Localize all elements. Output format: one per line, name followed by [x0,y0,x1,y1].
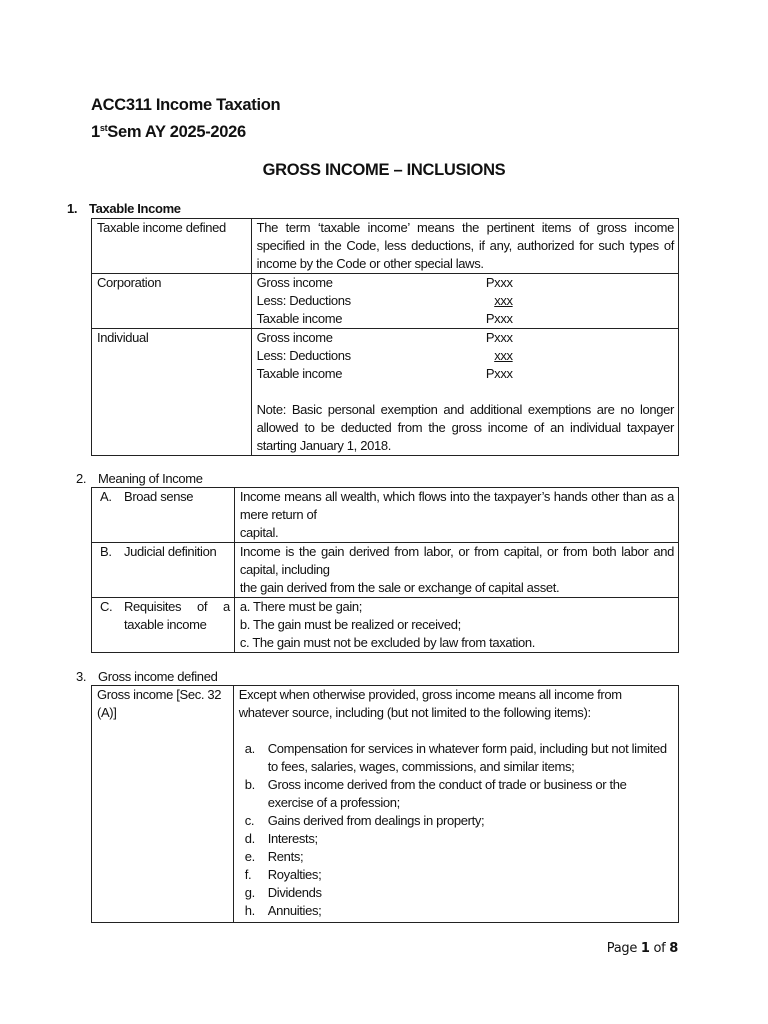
page-number: Page 1 of 8 [606,941,678,956]
list-item: b. Gross income derived from the conduct of trade or business or the exercise of a profession; [244,777,627,810]
row-text: Income is the gain derived from labor, or from capital, or from both labor and capital, including the gain derived from the sale or exchange of capital asset. [234,543,678,598]
row-text: Income means all wealth, which flows into the taxpayer’s hands other than as a mere return of capital. [234,488,678,543]
course-title: ACC311 Income Taxation [91,96,281,114]
table-row: A. Broad sense Income means all wealth, which flows into the taxpayer’s hands other than as a mere return of capital. [92,488,679,543]
table-row [92,686,679,923]
list-item: a. Compensation for services in whatever form paid, including but not limited to fees, salaries, wages, commissions, and similar items; [244,741,667,774]
row-label: Gross income [Sec. 32 (A)] [92,686,234,923]
list-item: h. Annuities; [244,903,322,918]
document-header [91,94,280,144]
row-label: Individual [92,329,252,456]
gross-income-definition: Except when otherwise provided, gross income means all income from whatever source, including (but not limited to the following items): a. Compensation for services in whatever form paid, including but not limited to fees, salaries, wages, commissions, and similar items; b. Gross income derived from the conduct of trade or business or the exercise of a profession; c. Gains derived from dealings in property; d. Interests; e. Rents; f. Royalties; g. Dividends h. Annuities; [233,686,678,923]
gross-income-table [91,685,679,923]
corporation-computation: Gross income Pxxx Less: Deductions xxx Taxable income Pxxx [251,274,678,329]
table-row: C. Requisites of a taxable income a. There must be gain; b. The gain must be realized or received; c. The gain must not be excluded by law from taxation. [92,598,679,653]
row-label: Corporation [92,274,252,329]
table-row [92,219,679,274]
list-item: f. Royalties; [244,867,322,882]
requisites-list [234,598,678,653]
section-1-heading: 1. Taxable Income [67,201,181,216]
list-item: c. The gain must not be excluded by law from taxation. [239,635,536,650]
row-text: The term ‘taxable income’ means the pertinent items of gross income specified in the Code, less deductions, if any, authorized for such types of income by the Code or other special laws. [251,219,678,274]
table-row: B. Judicial definition Income is the gain derived from labor, or from capital, or from both labor and capital, including the gain derived from the sale or exchange of capital asset. [92,543,679,598]
taxable-income-table [91,218,679,456]
table-row [92,329,679,456]
list-item: c. Gains derived from dealings in property; [244,813,485,828]
list-item: b. The gain must be realized or received; [239,617,461,632]
list-item: g. Dividends [244,885,322,900]
meaning-of-income-table [91,487,679,653]
list-item: e. Rents; [244,849,304,864]
page-title: GROSS INCOME – INCLUSIONS [262,161,506,179]
gross-income-items [239,740,674,920]
list-item: a. There must be gain; [239,599,363,614]
list-item: d. Interests; [244,831,318,846]
section-2-heading: 2. Meaning of Income [76,471,203,486]
semester-line: 1stSem AY 2025-2026 [91,123,246,141]
row-label: Taxable income defined [92,219,252,274]
section-3-heading: 3. Gross income defined [76,669,218,684]
table-row [92,274,679,329]
individual-note: Note: Basic personal exemption and additional exemptions are no longer allowed to be deducted from the gross income of an individual taxpayer starting January 1, 2018. [256,402,674,453]
individual-computation: Gross income Pxxx Less: Deductions xxx Taxable income Pxxx Note: Basic personal exemption and additional exemptions are no longer allowed to be deducted from the gross income of an individual taxpayer starting January 1, 2018. [251,329,678,456]
